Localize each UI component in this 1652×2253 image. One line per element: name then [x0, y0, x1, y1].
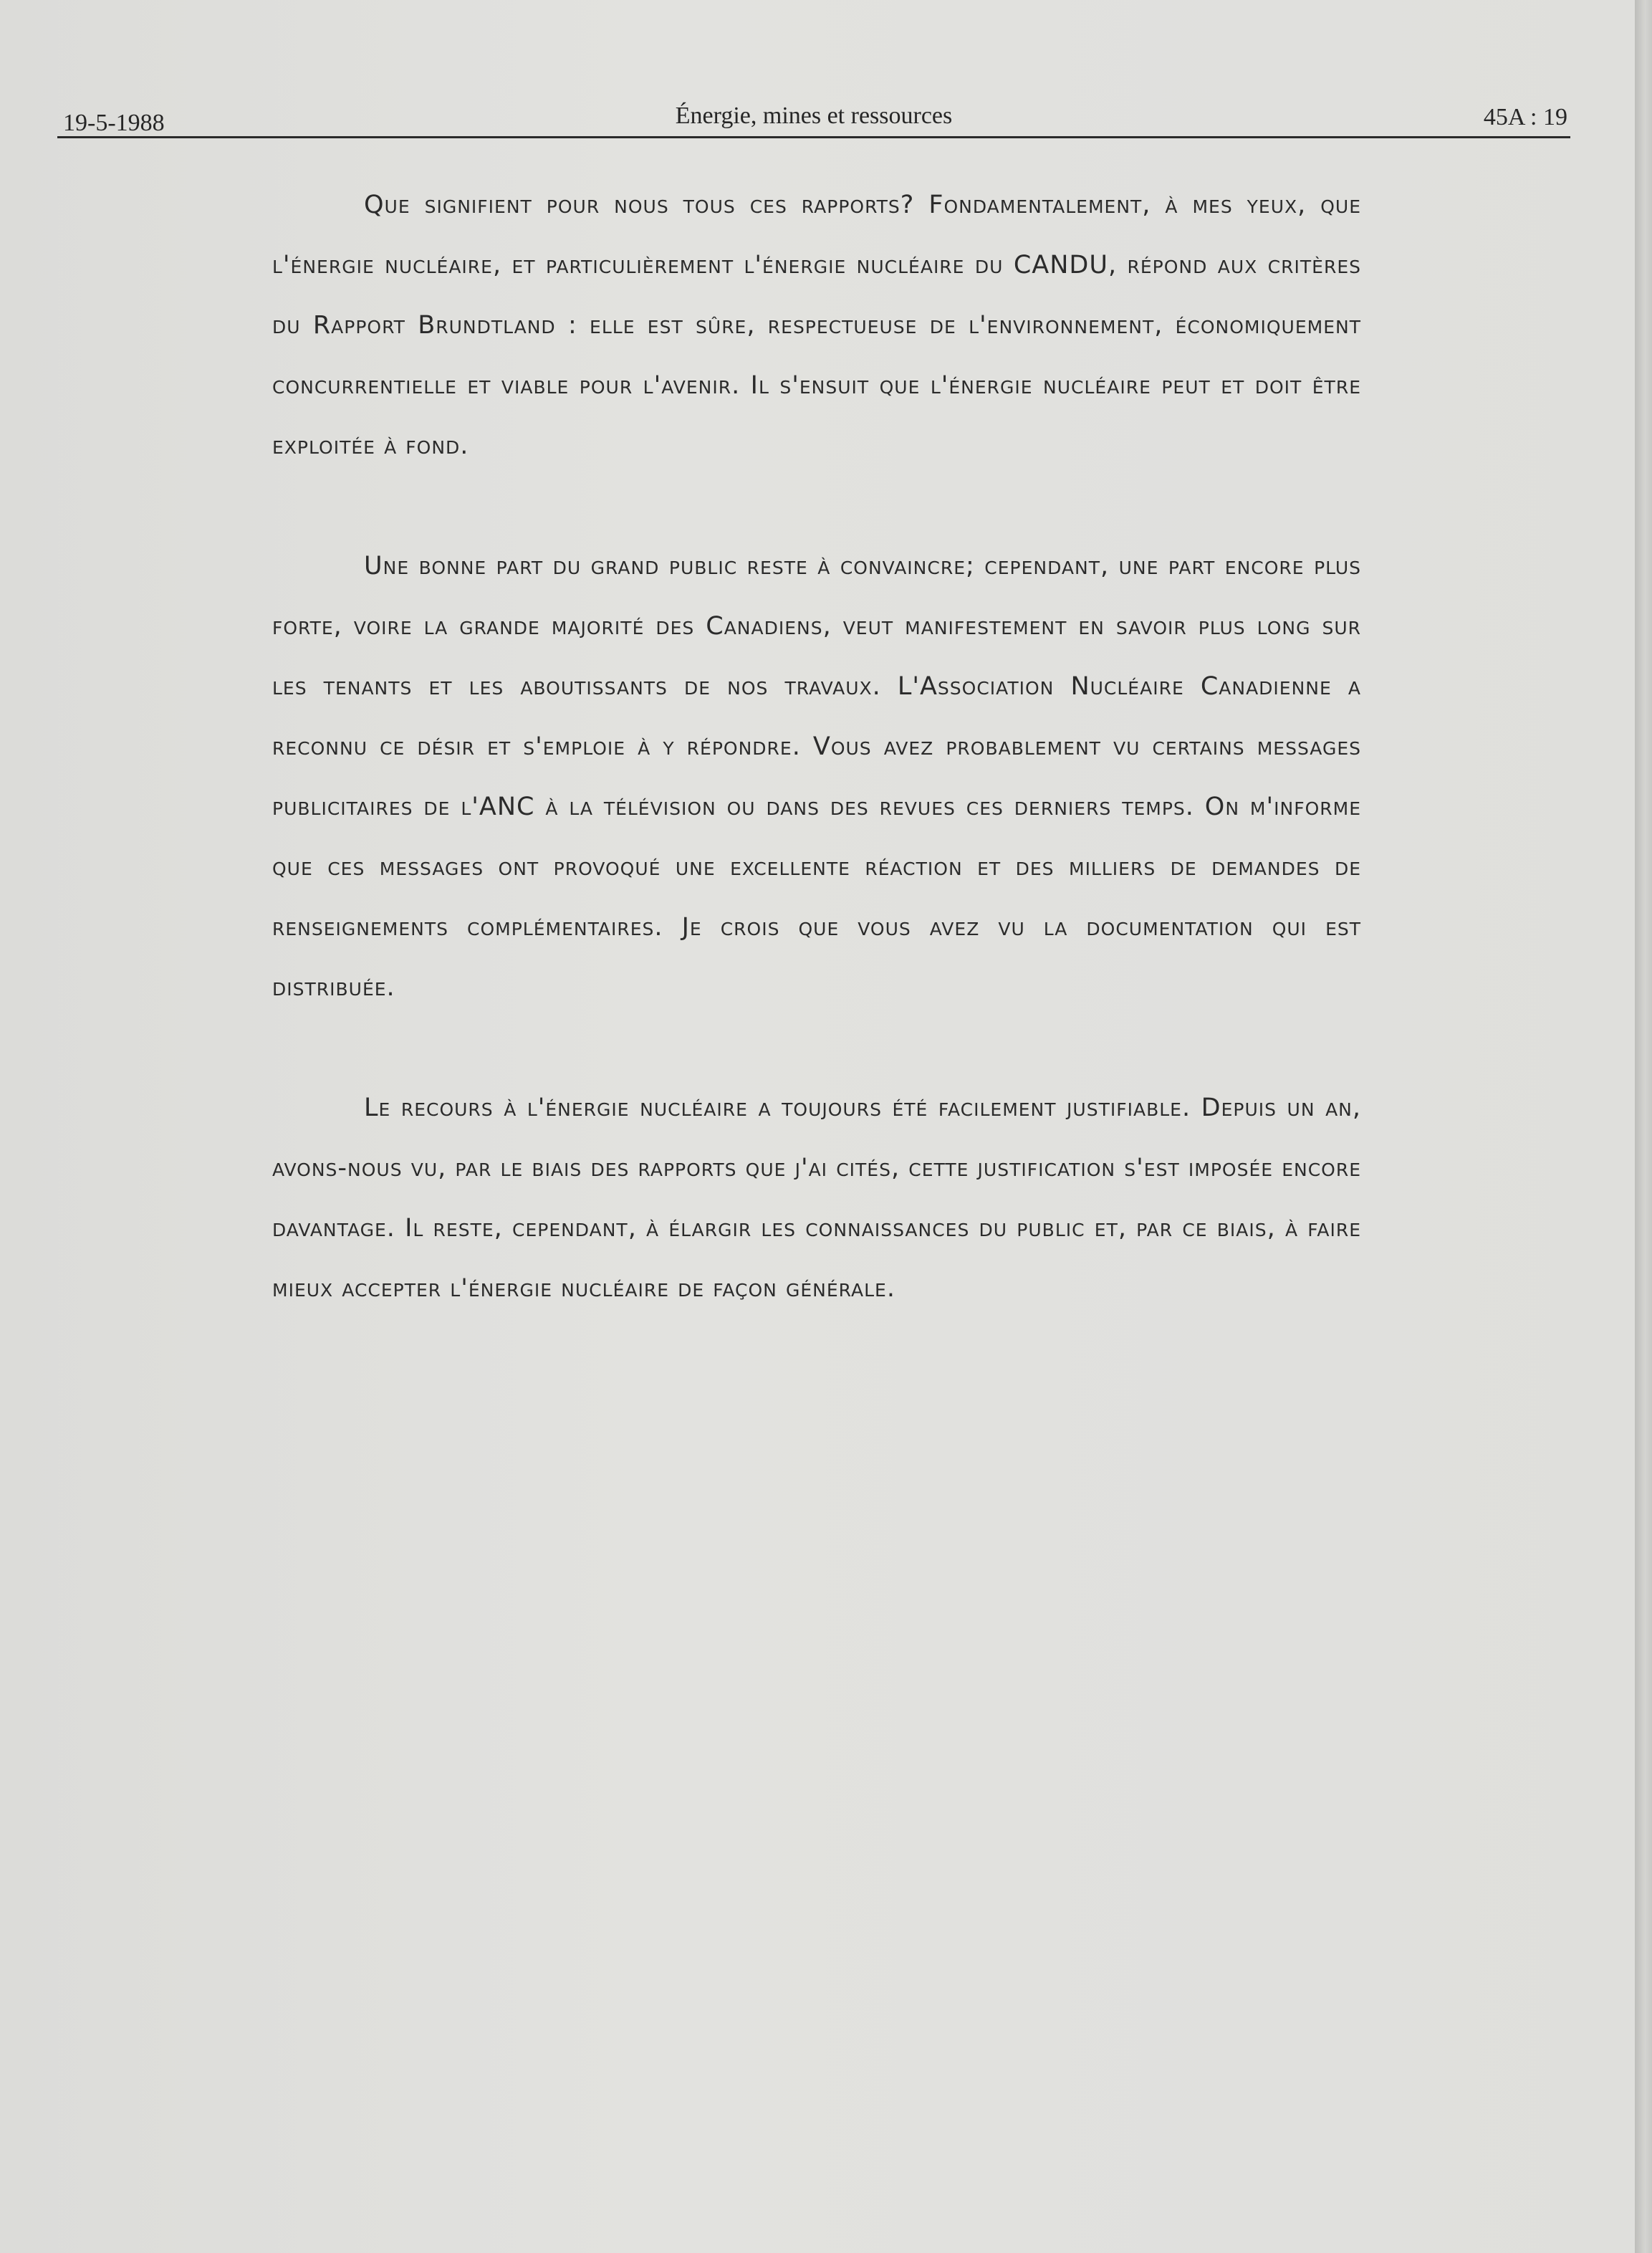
page-edge-shadow [1635, 0, 1652, 2253]
header-page-ref: 45A : 19 [1483, 104, 1567, 130]
header-date: 19-5-1988 [63, 110, 165, 136]
header-rule [57, 136, 1570, 138]
paragraph-3: Le recours à l'énergie nucléaire a toujours été facilement justifiable. Depuis un an, avons-nous vu, par le biais des rapports que j'ai cités, cette justification s'est imposée encore davantage. Il reste, cependant, à élargir les connaissances du public et, par ce biais, à faire mieux accepter l'énergie nucléaire de façon générale. [272, 1094, 1361, 1303]
header-title: Énergie, mines et ressources [675, 102, 953, 129]
page-header [57, 100, 1570, 140]
document-body [272, 175, 1361, 1379]
paragraph-1: Que signifient pour nous tous ces rapports? Fondamentalement, à mes yeux, que l'énergie nucléaire, et particulièrement l'énergie nucléaire du CANDU, répond aux critères du Rapport Brundtland : elle est sûre, respectueuse de l'environnement, économiquement concurrentielle et viable pour l'avenir. Il s'ensuit que l'énergie nucléaire peut et doit être exploitée à fond. [272, 191, 1361, 460]
paragraph-2: Une bonne part du grand public reste à convaincre; cependant, une part encore plus forte, voire la grande majorité des Canadiens, veut manifestement en savoir plus long sur les tenants et les aboutissants de nos travaux. L'Association Nucléaire Canadienne a reconnu ce désir et s'emploie à y répondre. Vous avez probablement vu certains messages publicitaires de l'ANC à la télévision ou dans des revues ces derniers temps. On m'informe que ces messages ont provoqué une excellente réaction et des milliers de demandes de renseignements complémentaires. Je crois que vous avez vu la documentation qui est distribuée. [272, 552, 1361, 1002]
